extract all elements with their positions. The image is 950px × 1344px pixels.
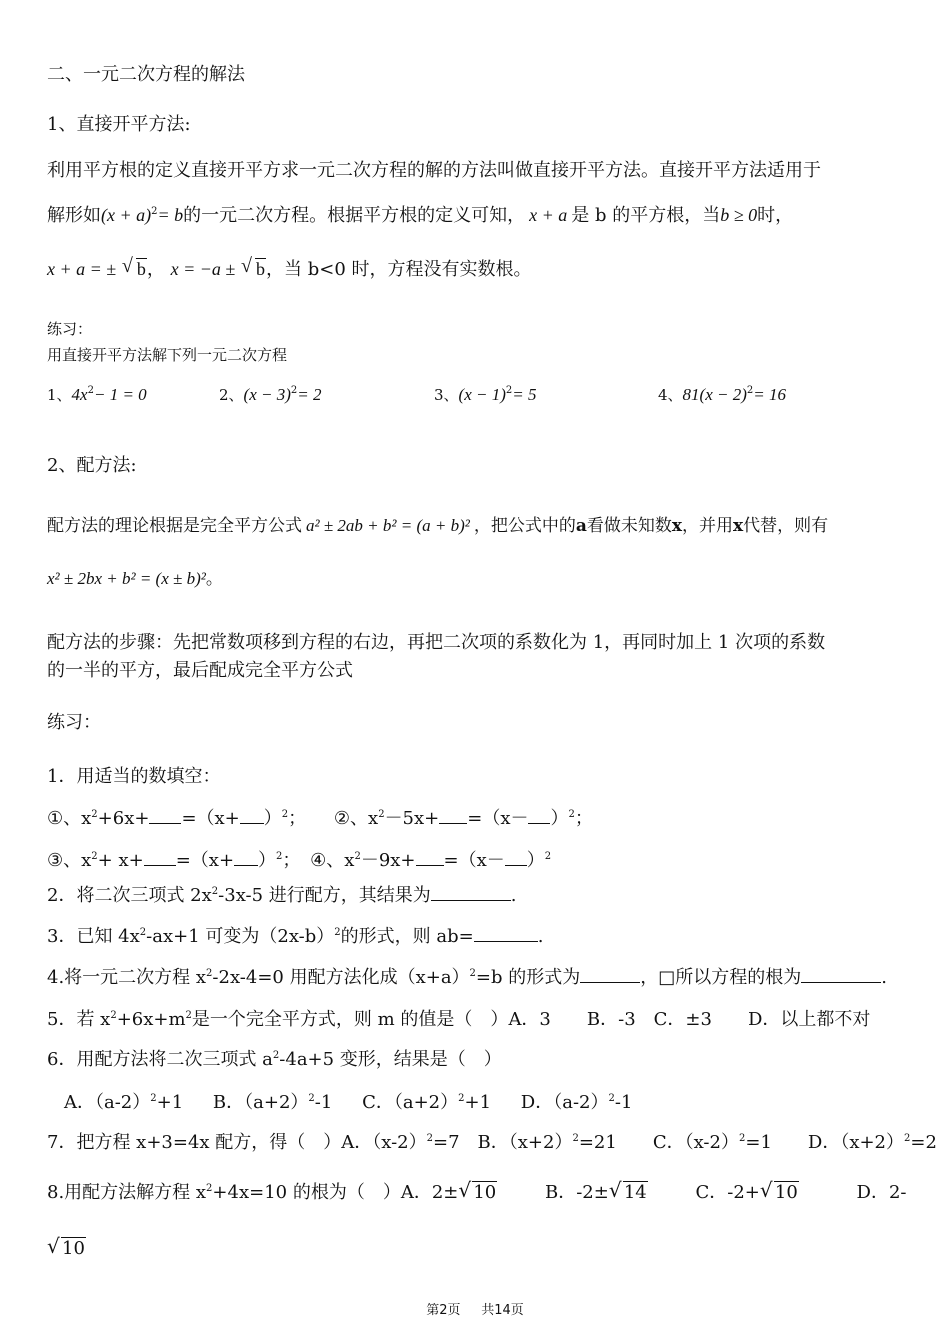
method2-steps-line2: 的一半的平方，最后配成完全平方公式 [47, 660, 353, 681]
fill-blank[interactable] [416, 850, 444, 866]
exercise-1: 1、$4x^2- 1 = 0$ [47, 385, 147, 404]
formula: x + a [529, 205, 568, 225]
question-2: 2．将二次三项式 $2x^2-3x-5$ 进行配方，其结果为 . [47, 885, 517, 906]
formula: = b [157, 205, 184, 225]
method2-title: 2、配方法: [47, 455, 137, 476]
exercise-2: 2、$(x - 3)^2= 2$ [219, 385, 322, 404]
question-6: 6．用配方法将二次三项式 $a^2-4a+5$ 变形，结果是（ ） [47, 1049, 502, 1070]
page-footer [0, 1299, 950, 1318]
fill-blank[interactable] [580, 967, 640, 983]
practice-label-2: 练习： [47, 712, 101, 733]
method1-paragraph-line1: 利用平方根的定义直接开平方求一元二次方程的解的方法叫做直接开平方法。直接开平方法适用于 [47, 160, 821, 181]
method1-paragraph-line2 [47, 204, 793, 230]
page-number: 第2页 [426, 1303, 461, 1318]
practice-label-1: 练习： [47, 320, 93, 338]
sqrt: √ 10 [47, 1234, 85, 1259]
question-7: 7．把方程 x+3=4x 配方，得（ ）A．$(x-2)^2=7$ B．$(x+2)^2=21$ C．$(x-2)^2=1$ D．$(x+2)^2=2$ [47, 1132, 937, 1153]
radicand: b [136, 259, 146, 279]
exercise-4: 4、$81(x - 2)^2= 16$ [658, 385, 786, 404]
sqrt: √ b [241, 255, 266, 279]
method1-title: 1、直接开平方法: [47, 114, 191, 135]
question-6-options: A．$(a-2)^2+1$ B．$(a+2)^2-1$ C．$(a+2)^2+1$ D．$(a-2)^2-1$ [64, 1092, 633, 1113]
sqrt: √ 14 [608, 1178, 647, 1203]
method2-paragraph-line2: x² ± 2bx + b² = (x ± b)²。 [47, 569, 223, 589]
question-5: 5．若 $x^2+6x+m^2$是一个完全平方式，则 m 的值是（ ）A．3 B．-3 C．±3 D．以上都不对 [47, 1009, 871, 1030]
question-8-continued [47, 1234, 86, 1260]
fill-blank[interactable] [505, 850, 527, 866]
fill-blank[interactable] [801, 967, 881, 983]
radicand: b [256, 259, 266, 279]
question-3: 3．已知 $4x^2-ax+1$ 可变为$(2x-b)^2$的形式，则 ab= . [47, 926, 544, 947]
practice-intro-1: 用直接开平方法解下列一元二次方程 [47, 346, 288, 364]
text: 是 b 的平方根，当 [571, 205, 721, 226]
sqrt: √ 10 [458, 1178, 497, 1203]
superscript: 2 [151, 206, 158, 217]
question-1-title: 1．用适当的数填空： [47, 766, 221, 787]
method2-steps-line1: 配方法的步骤：先把常数项移到方程的右边，再把二次项的系数化为 1，再同时加上 1 次项的系数 [47, 632, 826, 653]
sqrt: √ 10 [759, 1178, 798, 1203]
formula: x + a = ± [47, 259, 117, 279]
fill-blank[interactable] [431, 885, 511, 901]
fill-blank[interactable] [240, 808, 264, 824]
page-total: 共14页 [481, 1303, 524, 1318]
method2-paragraph-line1: 配方法的理论根据是完全平方公式 a² ± 2ab + b² = (a + b)² ，把公式中的a看做未知数x，并用x代替，则有 [47, 516, 829, 536]
question-8: 8.用配方法解方程 $x^2+4x=10$ 的根为（ ）A．2± √ 10 B．-2± √ 14 C．-2+ √ 10 D．2- [47, 1178, 907, 1203]
formula: b ≥ 0 [720, 205, 758, 225]
text: 时， [757, 205, 794, 226]
section-title: 二、一元二次方程的解法 [47, 64, 245, 85]
exercise-row [47, 384, 786, 409]
question-1-line1: ①、$x^2+6x+ =(x+ )^2$； ②、$x^2-5x+ =(x- )^2$； [47, 808, 593, 829]
fill-blank[interactable] [439, 808, 467, 824]
formula: x = −a ± [170, 259, 236, 279]
fill-blank[interactable] [528, 808, 550, 824]
formula: (x + a) [101, 205, 152, 225]
question-4: 4.将一元二次方程 $x^2-2x-4=0$ 用配方法化成$(x+a)^2=b$ 的形式为 ，□所以方程的根为 . [47, 967, 887, 988]
exercise-3: 3、$(x - 1)^2= 5$ [434, 385, 537, 404]
fill-blank[interactable] [144, 850, 176, 866]
fill-blank[interactable] [234, 850, 258, 866]
question-1-line2: ③、$x^2+ x+ =(x+ )^2$； ④、$x^2-9x+ =(x- )^2$ [47, 850, 552, 871]
fill-blank[interactable] [474, 926, 538, 942]
text: 解形如 [47, 205, 101, 226]
text: 的一元二次方程。根据平方根的定义可知， [183, 205, 526, 226]
text: ，当 b<0 时，方程没有实数根。 [266, 259, 532, 280]
method1-paragraph-line3: x + a = ± √ b， x = −a ± √ b，当 b<0 时，方程没有实数根。 [47, 255, 532, 280]
fill-blank[interactable] [149, 808, 181, 824]
sqrt: √ b [121, 255, 146, 279]
